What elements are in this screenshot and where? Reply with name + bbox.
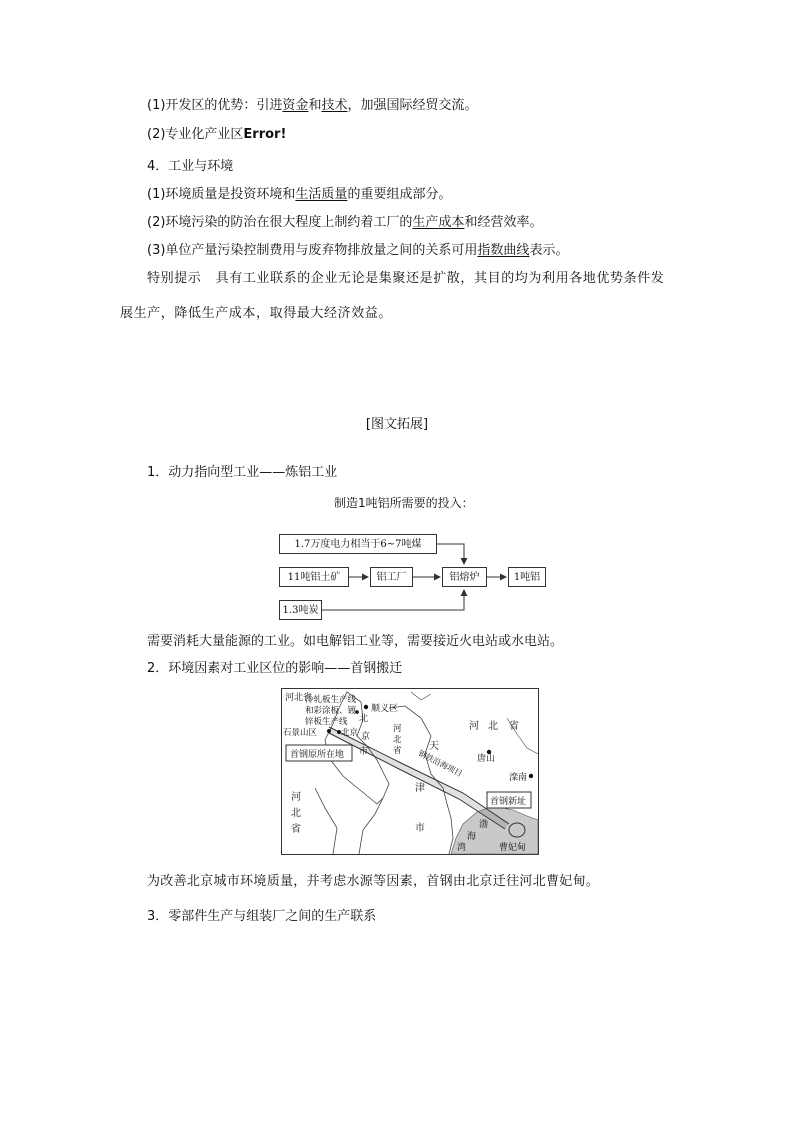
- label-line-color: 和彩涂板、镀: [305, 706, 357, 716]
- label-old-site: 首钢原所在地: [290, 750, 345, 760]
- svg-text:天: 天: [429, 741, 439, 752]
- smelting-furnace-box: 铝熔炉: [442, 567, 487, 587]
- svg-text:北: 北: [393, 735, 402, 745]
- svg-text:河: 河: [291, 792, 301, 803]
- label-line-zinc: 锌板生产线: [305, 717, 348, 727]
- svg-text:省: 省: [509, 721, 519, 732]
- svg-text:北: 北: [488, 721, 498, 732]
- section-heading-industry-environment: 4．工业与环境: [147, 159, 234, 174]
- svg-text:省: 省: [291, 824, 301, 835]
- svg-text:北: 北: [291, 808, 301, 819]
- luannan-dot: [529, 774, 533, 778]
- svg-text:市: 市: [415, 823, 425, 834]
- label-luannan: 滦南: [509, 773, 528, 783]
- shijingshan-dot: [327, 729, 331, 733]
- item1-heading: 1．动力指向型工业——炼铝工业: [147, 465, 338, 480]
- label-new-site: 首钢新址: [490, 797, 527, 807]
- label-line-cold: 冷轧板生产线: [305, 695, 357, 705]
- svg-text:市: 市: [359, 747, 369, 757]
- svg-text:海: 海: [467, 832, 477, 842]
- carbon-box: 1.3吨炭: [279, 600, 322, 620]
- special-tip: 特别提示 具有工业联系的企业无论是集聚还是扩散，其目的均为利用各地优势条件发: [147, 271, 665, 286]
- label-hebei-nw: 河北省: [285, 693, 313, 703]
- item2-heading: 2．环境因素对工业区位的影响——首钢搬迁: [147, 661, 403, 676]
- alumina-plant-box: 铝工厂: [370, 567, 413, 587]
- label-shunyi: 顺义区: [371, 704, 399, 714]
- label-caofeidian: 曹妃甸: [499, 843, 527, 853]
- bauxite-box: 11吨铝土矿: [279, 567, 349, 587]
- environment-p3: (3)单位产量污染控制费用与废弃物排放量之间的关系可用指数曲线表示。: [147, 243, 569, 258]
- aluminum-output-box: 1吨铝: [508, 567, 546, 587]
- svg-text:湾: 湾: [457, 843, 467, 853]
- svg-text:北: 北: [359, 714, 369, 724]
- underlined-technology: 技术: [321, 98, 348, 113]
- special-tip-line2: 展生产，降低生产成本，取得最大经济效益。: [120, 306, 393, 321]
- power-input-box: 1.7万度电力相当于6~7吨煤: [279, 534, 437, 554]
- underlined-capital: 资金: [282, 98, 309, 113]
- environment-p2: (2)环境污染的防治在很大程度上制约着工厂的生产成本和经营效率。: [147, 215, 543, 230]
- svg-text:河: 河: [469, 721, 479, 732]
- aluminum-diagram-title: 制造1吨铝所需要的投入：: [334, 496, 474, 510]
- label-route: 钢铁沿海项目: [416, 748, 464, 779]
- tip-label: 特别提示: [147, 271, 202, 286]
- svg-text:津: 津: [415, 783, 425, 794]
- svg-text:河: 河: [393, 724, 402, 734]
- dev-zone-advantage: (1)开发区的优势：引进资金和技术，加强国际经贸交流。: [147, 98, 478, 113]
- label-beijing: 北京: [341, 728, 359, 738]
- figure-text-expansion-title: [图文拓展]: [365, 417, 429, 432]
- item3-heading: 3．零部件生产与组装厂之间的生产联系: [147, 909, 377, 924]
- shunyi-dot: [364, 705, 368, 709]
- label-tangshan: 唐山: [477, 754, 496, 764]
- error-text: Error!: [243, 127, 287, 142]
- svg-text:省: 省: [393, 746, 402, 756]
- svg-text:渤: 渤: [479, 820, 489, 830]
- svg-text:京: 京: [361, 732, 371, 742]
- shougang-relocation-map: [281, 688, 539, 855]
- item1-note: 需要消耗大量能源的工业。如电解铝工业等，需要接近火电站或水电站。: [147, 634, 564, 649]
- environment-p1: (1)环境质量是投资环境和生活质量的重要组成部分。: [147, 187, 452, 202]
- specialized-zone: (2)专业化产业区Error!: [147, 127, 287, 142]
- label-shijingshan: 石景山区: [283, 728, 318, 738]
- item2-note: 为改善北京城市环境质量，并考虑水源等因素，首钢由北京迁往河北曹妃甸。: [147, 874, 600, 889]
